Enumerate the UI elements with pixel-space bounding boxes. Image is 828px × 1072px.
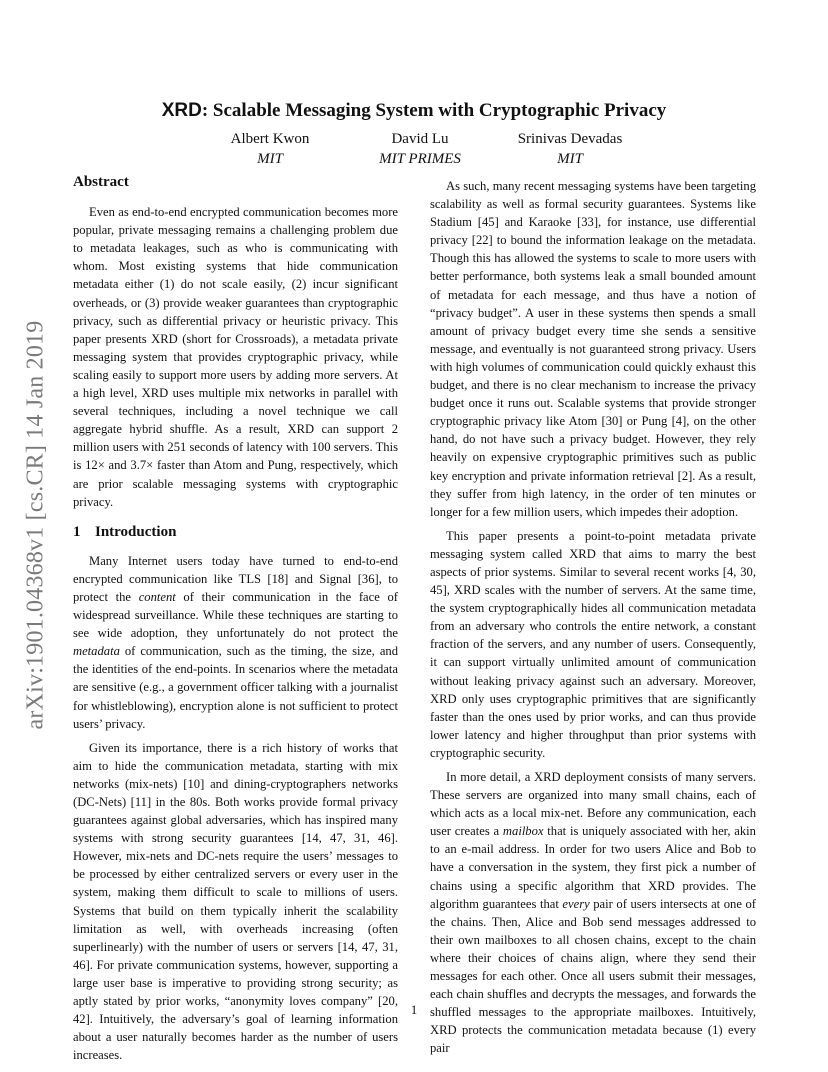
author-block [350,129,490,169]
abstract-heading: Abstract [73,174,129,190]
author-affiliation: MIT [257,151,283,167]
text-run: of their communication in the face of widespread surveillance. While these techniques are starting to see wide adoption, they unfortunately do not protect the [73,589,398,641]
author-name: David Lu [391,131,449,147]
emphasis: metadata [73,644,120,659]
intro-paragraph-3: As such, many recent messaging systems have been targeting scalability as well as formal security guarantees. Systems like Stadium [45] and Karaoke [33], for instance, use differential privacy [22] to bound the information leakage on the metadata. Though this has allowed the systems to scale to more users with better performance, both systems leak a small bounded amount of metadata for each message, and thus have a notion of “privacy budget”. A user in these systems then spends a small amount of privacy budget every time she sends a sensitive message, and eventually is not guaranteed strong privacy. Users with high volumes of communication could quickly exhaust this budget, and there is no clear mechanism to increase the privacy budget once it runs out. Scalable systems that provide stronger cryptographic privacy like Atom [30] or Pung [4], on the other hand, do not have such a privacy budget. However, they rely heavily on expensive cryptographic primitives such as public key encryption and private information retrieval [2]. As a result, they suffer from high latency, in the order of ten minutes or longer for a few million users, which impedes their adoption. [430,179,756,519]
section-number: 1 [73,523,81,540]
abstract-text: Even as end-to-end encrypted communication becomes more popular, private messaging remains a challenging problem due to metadata leakages, such as who is communicating with whom. Most existing systems that hide communication metadata either (1) do not scale easily, (2) incur significant overheads, or (3) provide weaker guarantees than cryptographic privacy, such as differential privacy or heuristic privacy. This paper presents XRD (short for Crossroads), a metadata private messaging system that provides cryptographic privacy, while scaling easily to support more users by adding more servers. At a high level, XRD uses multiple mix networks in parallel with several techniques, including a novel technique we call aggregate hybrid shuffle. As a result, XRD can support 2 million users with 251 seconds of latency with 100 servers. This is 12× and 3.7× faster than Atom and Pung, respectively, which are prior scalable messaging systems with cryptographic privacy. [73,205,398,509]
text-run: In more detail, a XRD deployment consists of many servers. These servers are organized into many small chains, each of which acts as a local mix-net. Before any communication, each user creates a [430,770,756,839]
author-name: Srinivas Devadas [517,131,623,147]
author-affiliation: MIT [557,151,583,167]
author-block [200,129,340,169]
author-list [200,129,640,169]
author-block [500,129,640,169]
emphasis: content [138,589,176,604]
title-rest: : Scalable Messaging System with Cryptographic Privacy [201,100,667,121]
introduction-heading [73,523,398,541]
intro-paragraph-4: This paper presents a point-to-point metadata private messaging system called XRD that aims to marry the best aspects of prior systems. Similar to several recent works [4, 30, 45], XRD scales with the number of servers. At the same time, the system cryptographically hides all communication metadata from an adversary who controls the entire network, a constant fraction of the servers, and any number of users. Consequently, it can support virtually unlimited amount of communication without leaking privacy against such an adversary. Moreover, XRD only uses cryptographic primitives that are significantly faster than the ones used by prior works, and can thus provide lower latency and higher throughput than prior systems with cryptographic security. [430,528,756,760]
author-name: Albert Kwon [230,131,310,147]
text-run: that is uniquely associated with her, akin to an e-mail address. In order for two users Alice and Bob to have a conversation in the system, they first pick a number of chains using a specific algorithm that XRD provides. The algorithm guarantees that [430,824,756,911]
right-column [430,177,756,1064]
title-system-name: XRD [161,100,202,121]
text-run: Many Internet users today have turned to end-to-end encrypted communication like TLS [18] and Signal [36], to protect the [73,553,398,604]
text-run: of communication, such as the timing, the size, and the identities of the end-points. In scenarios where the metadata are sensitive (e.g., a government officer talking with a journalist for whistleblowing), encryption alone is not sufficient to protect users’ privacy. [73,644,398,731]
left-column [73,173,398,1070]
arxiv-stamp: arXiv:1901.04368v1 [cs.CR] 14 Jan 2019 [22,320,49,730]
author-affiliation: MIT PRIMES [379,151,461,167]
section-title: Introduction [95,523,177,540]
page-number: 1 [410,1003,418,1017]
paper-title [0,100,828,122]
emphasis: every [562,896,590,911]
arxiv-sidebar [8,290,64,760]
text-run: pair of users intersects at one of the chains. Then, Alice and Bob send messages addressed to their own mailboxes to all chosen chains, except to the chain where their choices of chains align, where they send their messages for each other. Once all users submit their messages, each chain shuffles and decrypts the messages, and forwards the shuffled messages to the appropriate mailboxes. Intuitively, XRD protects the communication metadata because (1) every pair [430,896,756,1056]
emphasis: mailbox [502,824,544,839]
intro-paragraph-1 [73,552,398,733]
intro-paragraph-2: Given its importance, there is a rich history of works that aim to hide the communication metadata, starting with mix networks (mix-nets) [10] and dining-cryptographers networks (DC-Nets) [11] in the 80s. Both works provide formal privacy guarantees against global adversaries, which has inspired many systems with strong security guarantees [14, 47, 31, 46]. However, mix-nets and DC-nets require the users’ messages to be processed by either centralized servers or every user in the system, making them difficult to scale to millions of users. Systems that build on them typically inherit the scalability limitation as well, with overheads increasing (often superlinearly) with the number of users or servers [14, 47, 31, 46]. For private communication systems, however, supporting a large user base is imperative to providing strong security; as aptly stated by prior works, “anonymity loves company” [20, 42]. Intuitively, the adversary’s goal of learning information about a user naturally becomes harder as the number of users increases. [73,740,398,1063]
